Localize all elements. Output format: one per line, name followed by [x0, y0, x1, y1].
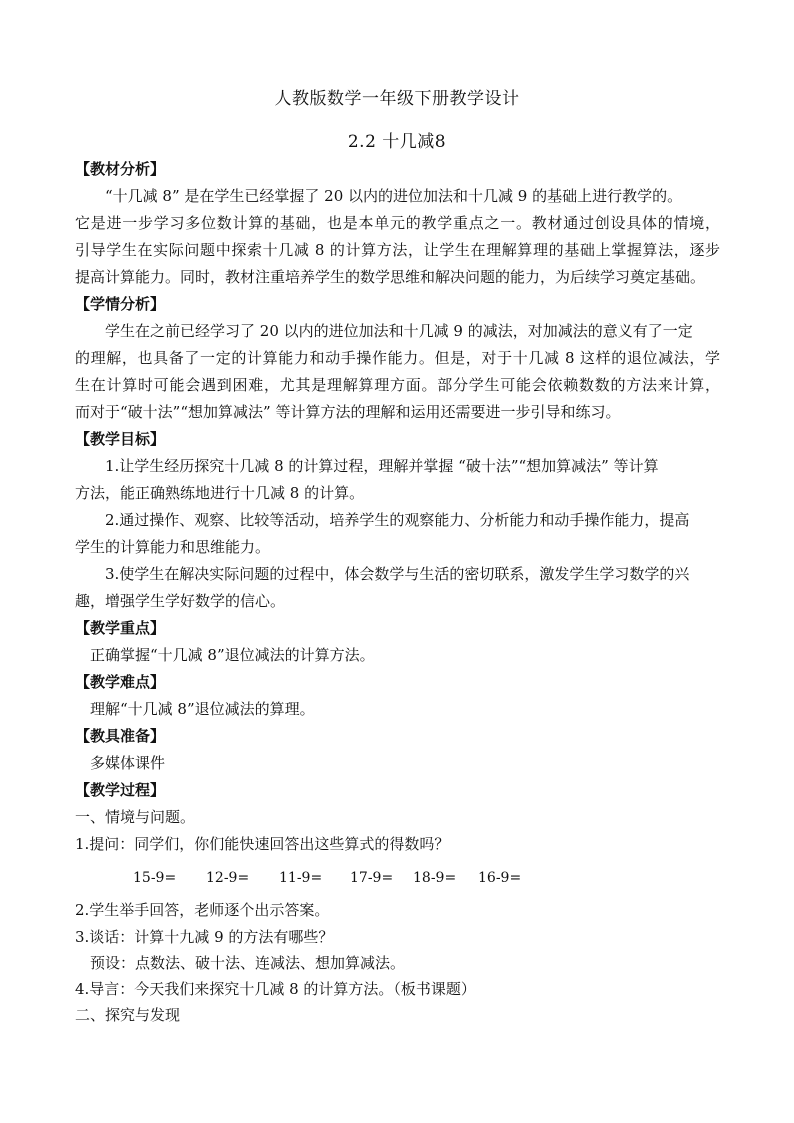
paragraph-line: 3.谈话：计算十九减 9 的方法有哪些？	[75, 928, 334, 946]
paragraph-line: 而对于“破十法”“想加算减法” 等计算方法的理解和运用还需要进一步引导和练习。	[75, 403, 621, 421]
section-heading-key-points: 【教学重点】	[75, 619, 166, 637]
paragraph-line: 3.使学生在解决实际问题的过程中，体会数学与生活的密切联系，激发学生学习数学的兴	[105, 565, 690, 583]
section-heading-teaching-goals: 【教学目标】	[75, 430, 166, 448]
paragraph-line: 方法，能正确熟练地进行十几减 8 的计算。	[75, 484, 365, 502]
paragraph-line: 正确掌握“十几减 8”退位减法的计算方法。	[90, 646, 375, 664]
section-heading-process: 【教学过程】	[75, 781, 166, 799]
section-heading-difficulties: 【教学难点】	[75, 673, 166, 691]
paragraph-line: 预设：点数法、破十法、连减法、想加算减法。	[90, 954, 406, 972]
math-expression: 15-9=	[133, 870, 177, 886]
paragraph-line: 提高计算能力。同时，教材注重培养学生的数学思维和解决问题的能力，为后续学习奠定基础。	[75, 268, 706, 286]
paragraph-line: 趣，增强学生学好数学的信心。	[75, 592, 286, 610]
paragraph-line: “十几减 8” 是在学生已经掌握了 20 以内的进位加法和十几减 9 的基础上进行教学的。	[105, 187, 683, 205]
math-expression: 16-9=	[478, 870, 522, 886]
paragraph-line: 学生在之前已经学习了 20 以内的进位加法和十几减 9 的减法，对加减法的意义有了一定	[105, 322, 693, 340]
paragraph-line: 引导学生在实际问题中探索十几减 8 的计算方法，让学生在理解算理的基础上掌握算法，逐步	[75, 241, 720, 259]
lesson-title: 2.2 十几减8	[347, 132, 447, 152]
section-heading-student-analysis: 【学情分析】	[75, 295, 166, 313]
document-title: 人教版数学一年级下册教学设计	[274, 89, 520, 109]
paragraph-line: 它是进一步学习多位数计算的基础，也是本单元的教学重点之一。教材通过创设具体的情境，	[75, 214, 720, 232]
section-heading-materials: 【教具准备】	[75, 727, 166, 745]
math-expression: 18-9=	[413, 870, 457, 886]
paragraph-line: 生在计算时可能会遇到困难，尤其是理解算理方面。部分学生可能会依赖数数的方法来计算，	[75, 376, 720, 394]
paragraph-line: 的理解，也具备了一定的计算能力和动手操作能力。但是，对于十几减 8 这样的退位减法，学	[75, 349, 720, 367]
paragraph-line: 2.学生举手回答，老师逐个出示答案。	[75, 901, 330, 919]
paragraph-line: 4.导言：今天我们来探究十几减 8 的计算方法。（板书课题）	[75, 980, 476, 998]
paragraph-line: 理解“十几减 8”退位减法的算理。	[90, 700, 315, 718]
math-expression: 12-9=	[206, 870, 250, 886]
section-heading-textbook-analysis: 【教材分析】	[75, 160, 166, 178]
paragraph-line: 1.让学生经历探究十几减 8 的计算过程，理解并掌握 “破十法”“想加算减法” 等计算	[105, 457, 659, 475]
paragraph-line: 2.通过操作、观察、比较等活动，培养学生的观察能力、分析能力和动手操作能力，提高	[105, 511, 690, 529]
paragraph-line: 学生的计算能力和思维能力。	[75, 538, 271, 556]
paragraph-line: 1.提问：同学们，你们能快速回答出这些算式的得数吗？	[75, 835, 450, 853]
math-expression: 17-9=	[350, 870, 394, 886]
math-expression: 11-9=	[279, 870, 323, 886]
paragraph-line: 一、情境与问题。	[75, 808, 196, 826]
paragraph-line: 多媒体课件	[90, 754, 166, 772]
paragraph-line: 二、探究与发现	[75, 1006, 181, 1024]
